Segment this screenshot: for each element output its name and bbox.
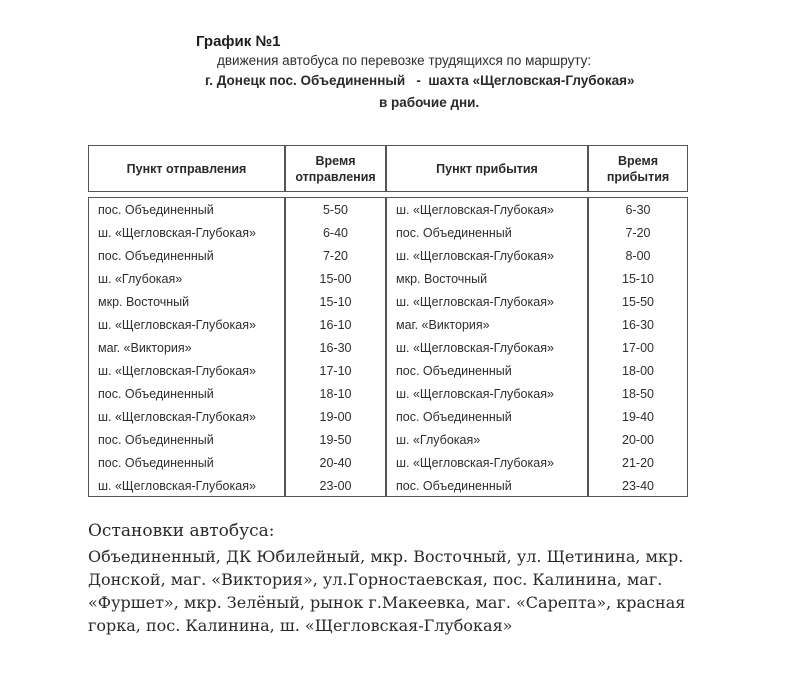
- arrival-time-header: Время прибытия: [588, 145, 688, 192]
- table-cell: 19-00: [319, 410, 352, 424]
- arrival-point-cells: [386, 197, 588, 497]
- table-cell: 15-10: [319, 295, 352, 309]
- departure-time-column: [285, 145, 386, 497]
- table-cell: ш. «Щегловская-Глубокая»: [98, 318, 256, 332]
- arrival-point-header: Пункт прибытия: [386, 145, 588, 192]
- departure-point-header: Пункт отправления: [88, 145, 285, 192]
- arrival-point-column: [386, 145, 588, 497]
- table-cell: 16-30: [622, 318, 654, 332]
- arrival-time-column: [588, 145, 688, 497]
- table-cell: пос. Объединенный: [396, 479, 512, 493]
- table-cell: ш. «Щегловская-Глубокая»: [98, 479, 256, 493]
- schedule-title: График №1: [196, 33, 281, 50]
- table-cell: ш. «Щегловская-Глубокая»: [396, 203, 554, 217]
- table-cell: 19-40: [622, 410, 654, 424]
- schedule-subtitle: движения автобуса по перевозке трудящихся по маршруту:: [217, 53, 592, 68]
- departure-time-cells: [285, 197, 386, 497]
- stops-list: Объединенный, ДК Юбилейный, мкр. Восточный, ул. Щетинина, мкр. Донской, маг. «Виктория», ул.Горностаевская, пос. Калинина, маг. «Фуршет», мкр. Зелёный, рынок г.Макеевка, маг. «Сарепта», красная горка, пос. Калинина, ш. «Щегловская-Глубокая»: [88, 547, 686, 635]
- table-cell: 6-40: [322, 226, 349, 240]
- table-cell: 16-10: [319, 318, 352, 332]
- table-cell: ш. «Глубокая»: [396, 433, 481, 447]
- table-cell: 15-50: [622, 295, 654, 309]
- table-cell: 5-50: [322, 203, 349, 217]
- table-cell: ш. «Щегловская-Глубокая»: [98, 226, 256, 240]
- table-cell: ш. «Щегловская-Глубокая»: [396, 295, 554, 309]
- table-cell: маг. «Виктория»: [396, 318, 490, 332]
- table-cell: 20-40: [319, 456, 352, 470]
- table-cell: пос. Объединенный: [98, 433, 214, 447]
- table-cell: маг. «Виктория»: [98, 341, 192, 355]
- table-cell: 18-00: [622, 364, 654, 378]
- table-cell: 18-10: [319, 387, 352, 401]
- table-cell: ш. «Щегловская-Глубокая»: [98, 364, 256, 378]
- table-cell: пос. Объединенный: [396, 226, 512, 240]
- table-cell: 17-00: [622, 341, 654, 355]
- table-cell: пос. Объединенный: [98, 456, 214, 470]
- table-cell: 7-20: [625, 226, 651, 240]
- table-cell: мкр. Восточный: [396, 272, 488, 286]
- schedule-table: [88, 145, 688, 497]
- table-cell: пос. Объединенный: [98, 387, 214, 401]
- table-cell: 20-00: [622, 433, 654, 447]
- table-cell: 7-20: [322, 249, 349, 263]
- table-cell: 17-10: [319, 364, 352, 378]
- departure-point-cells: [88, 197, 285, 497]
- route-name: г. Донецк пос. Объединенный - шахта «Щегловская-Глубокая»: [205, 73, 635, 88]
- table-cell: пос. Объединенный: [98, 249, 214, 263]
- table-cell: 8-00: [625, 249, 651, 263]
- table-cell: пос. Объединенный: [396, 410, 512, 424]
- arrival-time-cells: [588, 197, 688, 497]
- schedule-days: в рабочие дни.: [379, 95, 480, 110]
- table-cell: 23-40: [622, 479, 654, 493]
- table-cell: ш. «Щегловская-Глубокая»: [98, 410, 256, 424]
- table-cell: пос. Объединенный: [98, 203, 214, 217]
- stops-label: Остановки автобуса:: [88, 521, 275, 541]
- table-cell: ш. «Щегловская-Глубокая»: [396, 456, 554, 470]
- departure-time-header: Время отправления: [285, 145, 386, 192]
- table-cell: 18-50: [622, 387, 654, 401]
- table-cell: 19-50: [319, 433, 352, 447]
- table-cell: 15-10: [622, 272, 654, 286]
- table-cell: 15-00: [319, 272, 352, 286]
- table-cell: ш. «Щегловская-Глубокая»: [396, 387, 554, 401]
- table-cell: пос. Объединенный: [396, 364, 512, 378]
- table-cell: 23-00: [319, 479, 352, 493]
- table-cell: ш. «Глубокая»: [98, 272, 183, 286]
- table-cell: 16-30: [319, 341, 352, 355]
- table-cell: ш. «Щегловская-Глубокая»: [396, 249, 554, 263]
- departure-point-column: [88, 145, 285, 497]
- table-cell: ш. «Щегловская-Глубокая»: [396, 341, 554, 355]
- table-cell: 6-30: [625, 203, 651, 217]
- table-cell: мкр. Восточный: [98, 295, 190, 309]
- table-cell: 21-20: [622, 456, 654, 470]
